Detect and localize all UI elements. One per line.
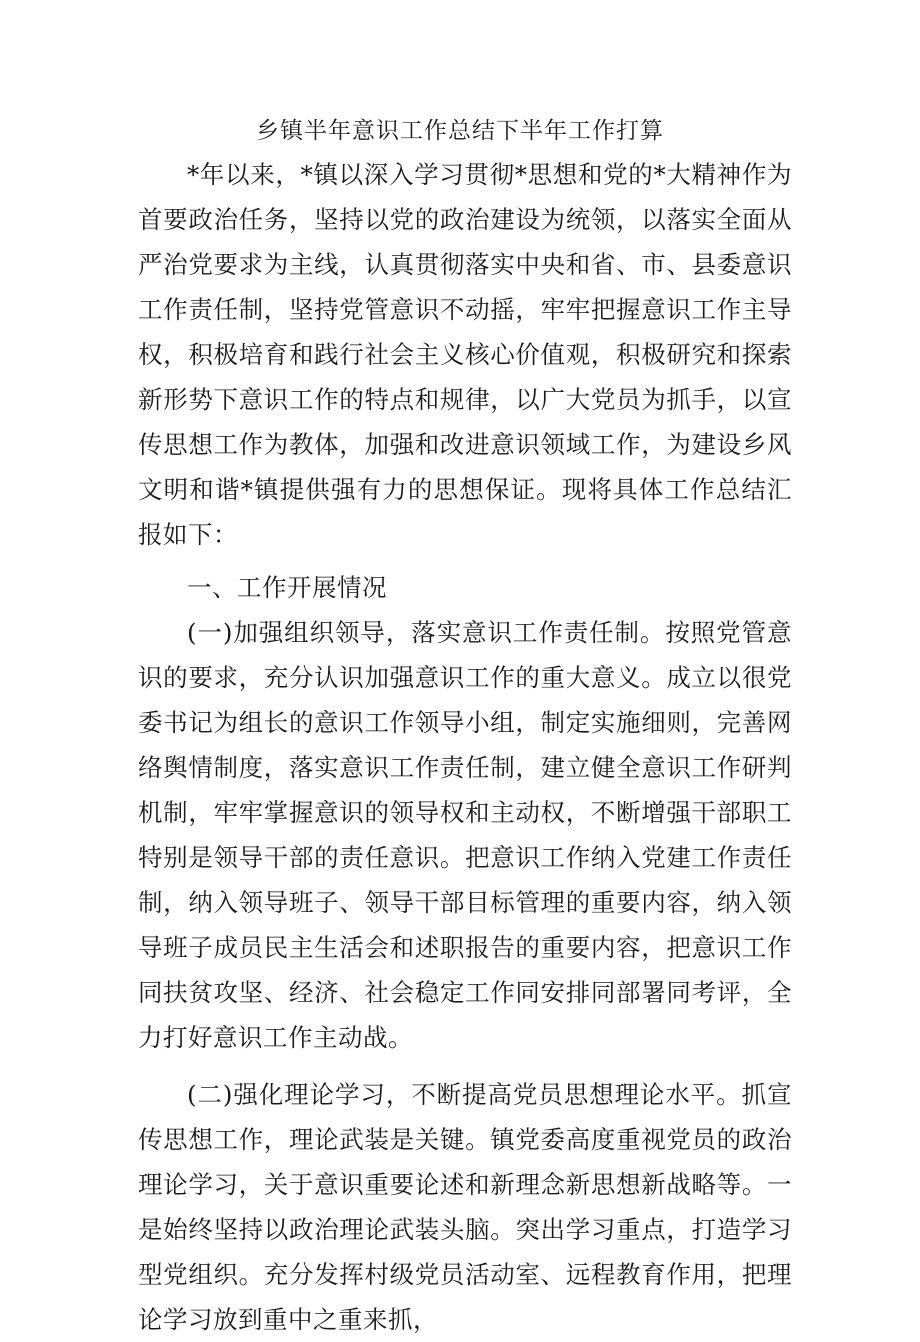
subsection-paragraph-2: (二)强化理论学习，不断提高党员思想理论水平。抓宣传思想工作，理论武装是关键。镇党委高度重视党员的政治理论学习，关于意识重要论述和新理念新思想新战略等。一是始终坚持以政治理论武装头脑。突出学习重点，打造学习型党组织。充分发挥村级党员活动室、远程教育作用，把理论学习放到重中之重来抓，: [138, 1080, 792, 1334]
document-title: 乡镇半年意识工作总结下半年工作打算: [256, 118, 664, 144]
intro-paragraph: *年以来，*镇以深入学习贯彻*思想和党的*大精神作为首要政治任务，坚持以党的政治建设为统领，以落实全面从严治党要求为主线，认真贯彻落实中央和省、市、县委意识工作责任制，坚持党管意识不动摇，牢牢把握意识工作主导权，积极培育和践行社会主义核心价值观，积极研究和探索新形势下意识工作的特点和规律，以广大党员为抓手，以宣传思想工作为教体，加强和改进意识领域工作，为建设乡风文明和谐*镇提供强有力的思想保证。现将具体工作总结汇报如下：: [138, 160, 792, 549]
subsection-paragraph-1: (一)加强组织领导，落实意识工作责任制。按照党管意识的要求，充分认识加强意识工作的重大意义。成立以很党委书记为组长的意识工作领导小组，制定实施细则，完善网络舆情制度，落实意识工作责任制，建立健全意识工作研判机制，牢牢掌握意识的领导权和主动权，不断增强干部职工特别是领导干部的责任意识。把意识工作纳入党建工作责任制，纳入领导班子、领导干部目标管理的重要内容，纳入领导班子成员民主生活会和述职报告的重要内容，把意识工作同扶贫攻坚、经济、社会稳定工作同安排同部署同考评，全力打好意识工作主动战。: [138, 618, 792, 1052]
document-body: [138, 152, 792, 1342]
section-heading: 一、工作开展情况: [187, 573, 387, 602]
